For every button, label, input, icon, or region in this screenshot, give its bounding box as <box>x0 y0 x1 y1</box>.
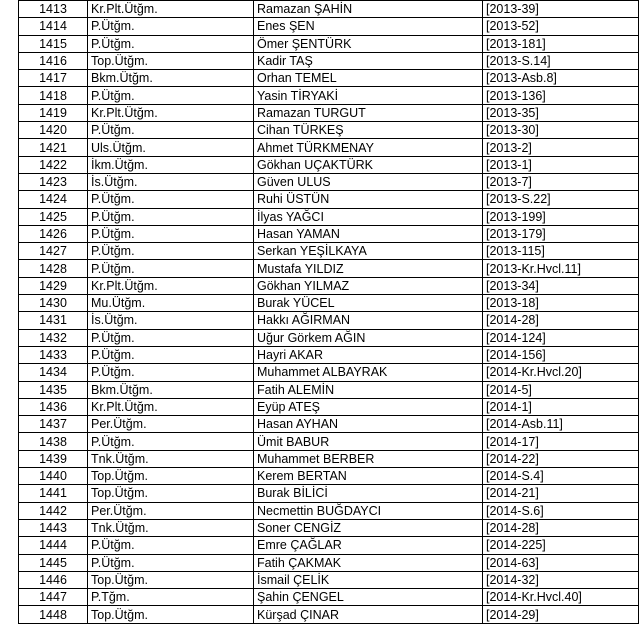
name-cell: Hakkı AĞIRMAN <box>254 312 483 329</box>
table-row <box>19 485 639 502</box>
name-cell: Serkan YEŞİLKAYA <box>254 243 483 260</box>
name-cell: Muhammet ALBAYRAK <box>254 364 483 381</box>
name-cell: Yasin TİRYAKİ <box>254 87 483 104</box>
name-cell: Cihan TÜRKEŞ <box>254 122 483 139</box>
rank-cell: Kr.Plt.Ütğm. <box>88 277 254 294</box>
row-number: 1436 <box>19 398 88 415</box>
code-cell: [2014-Asb.11] <box>483 416 639 433</box>
table-row <box>19 502 639 519</box>
row-number: 1442 <box>19 502 88 519</box>
row-number: 1416 <box>19 52 88 69</box>
code-cell: [2013-1] <box>483 156 639 173</box>
name-cell: Gökhan UÇAKTÜRK <box>254 156 483 173</box>
table-row <box>19 537 639 554</box>
table-row <box>19 139 639 156</box>
code-cell: [2014-28] <box>483 519 639 536</box>
document-page <box>18 0 639 624</box>
name-cell: Hasan AYHAN <box>254 416 483 433</box>
rank-cell: Tnk.Ütğm. <box>88 519 254 536</box>
code-cell: [2013-S.14] <box>483 52 639 69</box>
rank-cell: İs.Ütğm. <box>88 312 254 329</box>
code-cell: [2013-115] <box>483 243 639 260</box>
name-cell: Kürşad ÇINAR <box>254 606 483 623</box>
row-number: 1430 <box>19 295 88 312</box>
personnel-table <box>18 0 639 624</box>
row-number: 1439 <box>19 450 88 467</box>
code-cell: [2014-29] <box>483 606 639 623</box>
code-cell: [2013-39] <box>483 1 639 18</box>
rank-cell: Kr.Plt.Ütğm. <box>88 104 254 121</box>
name-cell: Eyüp ATEŞ <box>254 398 483 415</box>
table-row <box>19 468 639 485</box>
rank-cell: Top.Ütğm. <box>88 571 254 588</box>
name-cell: Ramazan ŞAHİN <box>254 1 483 18</box>
table-row <box>19 589 639 606</box>
name-cell: Kerem BERTAN <box>254 468 483 485</box>
name-cell: Uğur Görkem AĞIN <box>254 329 483 346</box>
row-number: 1422 <box>19 156 88 173</box>
table-row <box>19 104 639 121</box>
name-cell: Orhan TEMEL <box>254 70 483 87</box>
row-number: 1444 <box>19 537 88 554</box>
code-cell: [2013-179] <box>483 225 639 242</box>
code-cell: [2013-S.22] <box>483 191 639 208</box>
rank-cell: P.Ütğm. <box>88 122 254 139</box>
row-number: 1438 <box>19 433 88 450</box>
row-number: 1426 <box>19 225 88 242</box>
name-cell: Şahin ÇENGEL <box>254 589 483 606</box>
rank-cell: P.Ütğm. <box>88 346 254 363</box>
name-cell: Fatih ÇAKMAK <box>254 554 483 571</box>
rank-cell: Per.Ütğm. <box>88 502 254 519</box>
rank-cell: Per.Ütğm. <box>88 416 254 433</box>
row-number: 1447 <box>19 589 88 606</box>
row-number: 1433 <box>19 346 88 363</box>
rank-cell: Kr.Plt.Ütğm. <box>88 398 254 415</box>
name-cell: Ruhi ÜSTÜN <box>254 191 483 208</box>
table-row <box>19 312 639 329</box>
table-row <box>19 243 639 260</box>
name-cell: Burak YÜCEL <box>254 295 483 312</box>
row-number: 1423 <box>19 173 88 190</box>
row-number: 1421 <box>19 139 88 156</box>
row-number: 1432 <box>19 329 88 346</box>
table-row <box>19 295 639 312</box>
row-number: 1434 <box>19 364 88 381</box>
table-row <box>19 450 639 467</box>
row-number: 1425 <box>19 208 88 225</box>
rank-cell: İs.Ütğm. <box>88 173 254 190</box>
code-cell: [2013-7] <box>483 173 639 190</box>
rank-cell: P.Ütğm. <box>88 18 254 35</box>
rank-cell: Bkm.Ütğm. <box>88 381 254 398</box>
name-cell: Ahmet TÜRKMENAY <box>254 139 483 156</box>
name-cell: Ümit BABUR <box>254 433 483 450</box>
row-number: 1445 <box>19 554 88 571</box>
code-cell: [2014-28] <box>483 312 639 329</box>
code-cell: [2013-18] <box>483 295 639 312</box>
name-cell: İlyas YAĞCI <box>254 208 483 225</box>
rank-cell: P.Ütğm. <box>88 243 254 260</box>
name-cell: Fatih ALEMİN <box>254 381 483 398</box>
rank-cell: Kr.Plt.Ütğm. <box>88 1 254 18</box>
table-row <box>19 173 639 190</box>
code-cell: [2013-35] <box>483 104 639 121</box>
rank-cell: P.Ütğm. <box>88 191 254 208</box>
row-number: 1427 <box>19 243 88 260</box>
name-cell: Soner CENGİZ <box>254 519 483 536</box>
table-row <box>19 554 639 571</box>
code-cell: [2014-156] <box>483 346 639 363</box>
code-cell: [2013-199] <box>483 208 639 225</box>
code-cell: [2014-Kr.Hvcl.40] <box>483 589 639 606</box>
table-row <box>19 519 639 536</box>
name-cell: Hasan YAMAN <box>254 225 483 242</box>
code-cell: [2014-Kr.Hvcl.20] <box>483 364 639 381</box>
code-cell: [2014-22] <box>483 450 639 467</box>
name-cell: Emre ÇAĞLAR <box>254 537 483 554</box>
rank-cell: P.Ütğm. <box>88 554 254 571</box>
row-number: 1424 <box>19 191 88 208</box>
table-row <box>19 346 639 363</box>
rank-cell: P.Ütğm. <box>88 35 254 52</box>
table-row <box>19 260 639 277</box>
code-cell: [2014-17] <box>483 433 639 450</box>
name-cell: Hayri AKAR <box>254 346 483 363</box>
table-row <box>19 18 639 35</box>
row-number: 1446 <box>19 571 88 588</box>
table-body <box>19 1 639 624</box>
rank-cell: P.Ütğm. <box>88 225 254 242</box>
rank-cell: Top.Ütğm. <box>88 52 254 69</box>
rank-cell: Mu.Ütğm. <box>88 295 254 312</box>
table-row <box>19 381 639 398</box>
table-row <box>19 329 639 346</box>
name-cell: Kadir TAŞ <box>254 52 483 69</box>
code-cell: [2013-Asb.8] <box>483 70 639 87</box>
rank-cell: P.Ütğm. <box>88 329 254 346</box>
row-number: 1437 <box>19 416 88 433</box>
rank-cell: P.Tğm. <box>88 589 254 606</box>
rank-cell: Bkm.Ütğm. <box>88 70 254 87</box>
table-row <box>19 87 639 104</box>
table-row <box>19 416 639 433</box>
table-row <box>19 122 639 139</box>
row-number: 1441 <box>19 485 88 502</box>
code-cell: [2013-30] <box>483 122 639 139</box>
code-cell: [2014-32] <box>483 571 639 588</box>
table-row <box>19 225 639 242</box>
row-number: 1448 <box>19 606 88 623</box>
name-cell: Muhammet BERBER <box>254 450 483 467</box>
code-cell: [2013-181] <box>483 35 639 52</box>
rank-cell: P.Ütğm. <box>88 433 254 450</box>
code-cell: [2013-52] <box>483 18 639 35</box>
name-cell: Gökhan YILMAZ <box>254 277 483 294</box>
table-row <box>19 277 639 294</box>
row-number: 1431 <box>19 312 88 329</box>
name-cell: Necmettin BUĞDAYCI <box>254 502 483 519</box>
name-cell: Güven ULUS <box>254 173 483 190</box>
table-row <box>19 433 639 450</box>
row-number: 1428 <box>19 260 88 277</box>
table-row <box>19 364 639 381</box>
rank-cell: Top.Ütğm. <box>88 606 254 623</box>
code-cell: [2014-1] <box>483 398 639 415</box>
code-cell: [2014-21] <box>483 485 639 502</box>
row-number: 1413 <box>19 1 88 18</box>
rank-cell: P.Ütğm. <box>88 208 254 225</box>
row-number: 1414 <box>19 18 88 35</box>
name-cell: Ömer ŞENTÜRK <box>254 35 483 52</box>
rank-cell: Top.Ütğm. <box>88 468 254 485</box>
code-cell: [2013-2] <box>483 139 639 156</box>
row-number: 1418 <box>19 87 88 104</box>
table-row <box>19 398 639 415</box>
name-cell: Ramazan TURGUT <box>254 104 483 121</box>
rank-cell: P.Ütğm. <box>88 260 254 277</box>
rank-cell: Uls.Ütğm. <box>88 139 254 156</box>
code-cell: [2014-225] <box>483 537 639 554</box>
table-row <box>19 606 639 623</box>
code-cell: [2014-5] <box>483 381 639 398</box>
row-number: 1419 <box>19 104 88 121</box>
code-cell: [2014-63] <box>483 554 639 571</box>
name-cell: Enes ŞEN <box>254 18 483 35</box>
row-number: 1443 <box>19 519 88 536</box>
table-row <box>19 35 639 52</box>
rank-cell: Tnk.Ütğm. <box>88 450 254 467</box>
rank-cell: P.Ütğm. <box>88 537 254 554</box>
row-number: 1415 <box>19 35 88 52</box>
rank-cell: Top.Ütğm. <box>88 485 254 502</box>
code-cell: [2013-34] <box>483 277 639 294</box>
name-cell: Burak BİLİCİ <box>254 485 483 502</box>
table-row <box>19 191 639 208</box>
code-cell: [2014-124] <box>483 329 639 346</box>
row-number: 1435 <box>19 381 88 398</box>
code-cell: [2014-S.4] <box>483 468 639 485</box>
row-number: 1417 <box>19 70 88 87</box>
table-row <box>19 70 639 87</box>
table-row <box>19 1 639 18</box>
row-number: 1420 <box>19 122 88 139</box>
name-cell: İsmail ÇELİK <box>254 571 483 588</box>
rank-cell: P.Ütğm. <box>88 87 254 104</box>
table-row <box>19 208 639 225</box>
rank-cell: İkm.Ütğm. <box>88 156 254 173</box>
code-cell: [2014-S.6] <box>483 502 639 519</box>
name-cell: Mustafa YILDIZ <box>254 260 483 277</box>
table-row <box>19 156 639 173</box>
table-row <box>19 52 639 69</box>
row-number: 1429 <box>19 277 88 294</box>
rank-cell: P.Ütğm. <box>88 364 254 381</box>
table-row <box>19 571 639 588</box>
code-cell: [2013-136] <box>483 87 639 104</box>
code-cell: [2013-Kr.Hvcl.11] <box>483 260 639 277</box>
row-number: 1440 <box>19 468 88 485</box>
